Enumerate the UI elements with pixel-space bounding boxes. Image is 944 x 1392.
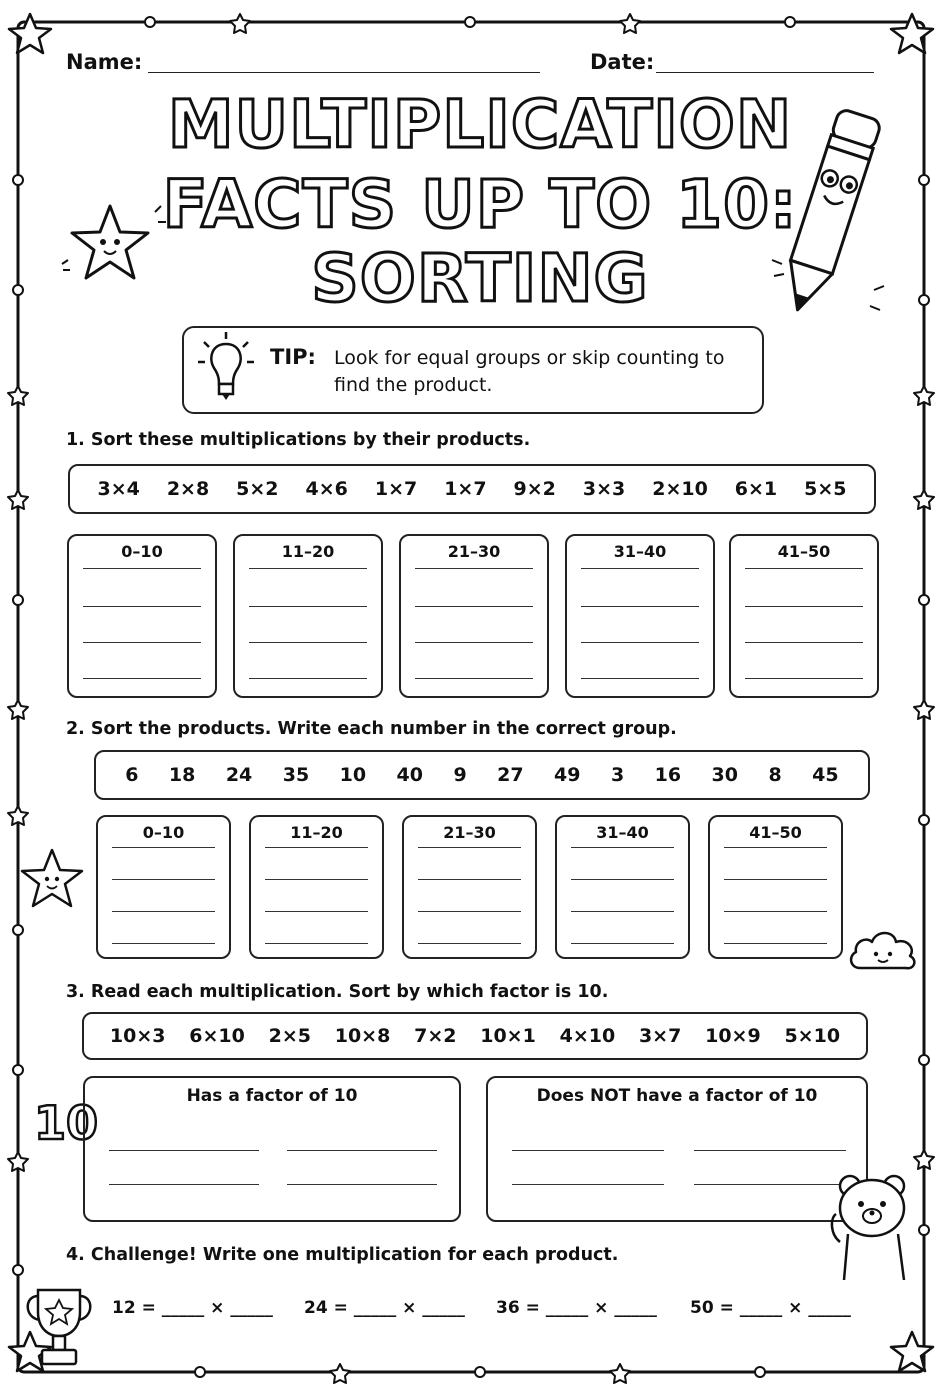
date-field[interactable] (656, 72, 874, 73)
item: 30 (711, 764, 738, 786)
bear-icon (828, 1168, 920, 1280)
item: 2×5 (268, 1025, 311, 1047)
answer-line[interactable] (249, 678, 367, 679)
sort-box-1 (67, 534, 217, 698)
item: 5×5 (804, 478, 847, 500)
item: 10×3 (109, 1025, 166, 1047)
item: 6 (125, 764, 139, 786)
section-4-instruction: 4. Challenge! Write one multiplication for each product. (66, 1245, 619, 1265)
answer-line[interactable] (265, 911, 368, 912)
sort-box-heading: 11–20 (290, 823, 343, 842)
item: 45 (812, 764, 839, 786)
section-3-instruction: 3. Read each multiplication. Sort by which factor is 10. (66, 982, 609, 1002)
item: 10 (339, 764, 367, 786)
sort-box-5 (729, 534, 879, 698)
answer-line[interactable] (581, 678, 699, 679)
sort-box-heading: 31–40 (596, 823, 649, 842)
item: 18 (168, 764, 196, 786)
sort-box-1 (96, 815, 231, 959)
sort-box-4 (565, 534, 715, 698)
answer-line[interactable] (112, 911, 215, 912)
item: 9×2 (513, 478, 556, 500)
sort-box-3 (402, 815, 537, 959)
answer-line[interactable] (418, 911, 521, 912)
item: 3×4 (97, 478, 140, 500)
item: 2×10 (652, 478, 708, 500)
cloud-icon (846, 924, 920, 976)
sort-box-2 (249, 815, 384, 959)
answer-line[interactable] (265, 943, 368, 944)
answer-line[interactable] (287, 1150, 437, 1151)
answer-line[interactable] (287, 1184, 437, 1185)
answer-line[interactable] (724, 911, 827, 912)
item: 6×1 (734, 478, 778, 500)
factor-box-has-10 (83, 1076, 461, 1222)
sort-box-5 (708, 815, 843, 959)
ten-badge: 10 (34, 1096, 99, 1150)
item: 40 (396, 764, 423, 786)
challenge-item-12[interactable]: 12 = _____ × _____ (112, 1298, 273, 1318)
trophy-icon (18, 1282, 100, 1374)
title-line-2: FACTS UP TO 10: (162, 166, 798, 243)
item: 4×6 (305, 478, 348, 500)
sort-box-heading: 0–10 (121, 542, 163, 561)
answer-line[interactable] (571, 943, 674, 944)
date-label: Date: (590, 50, 655, 74)
factor-box-heading: Does NOT have a factor of 10 (536, 1086, 818, 1106)
item: 7×2 (414, 1025, 457, 1047)
answer-line[interactable] (745, 642, 863, 643)
item: 35 (282, 764, 310, 786)
answer-line[interactable] (415, 642, 533, 643)
item: 1×7 (444, 478, 487, 500)
title-line-1: MULTIPLICATION (167, 86, 793, 163)
answer-line[interactable] (581, 606, 699, 607)
item: 49 (554, 764, 581, 786)
challenge-item-24[interactable]: 24 = _____ × _____ (304, 1298, 465, 1318)
answer-line[interactable] (512, 1150, 664, 1151)
corner-star-icon (9, 14, 51, 53)
answer-line[interactable] (112, 943, 215, 944)
sort-box-heading: 21–30 (443, 823, 496, 842)
sort-box-heading: 41–50 (749, 823, 802, 842)
answer-line[interactable] (109, 1184, 259, 1185)
item: 10×8 (334, 1025, 391, 1047)
name-field[interactable] (148, 72, 540, 73)
item: 3×3 (582, 478, 626, 500)
item: 16 (654, 764, 682, 786)
answer-line[interactable] (265, 879, 368, 880)
challenge-item-36[interactable]: 36 = _____ × _____ (496, 1298, 657, 1318)
item: 5×2 (236, 478, 279, 500)
lightbulb-icon (196, 330, 256, 406)
answer-line[interactable] (112, 879, 215, 880)
answer-line[interactable] (571, 879, 674, 880)
answer-line[interactable] (581, 642, 699, 643)
answer-line[interactable] (83, 642, 201, 643)
answer-line[interactable] (512, 1184, 664, 1185)
answer-line[interactable] (83, 678, 201, 679)
title-line-3: SORTING (311, 240, 649, 317)
answer-line[interactable] (724, 943, 827, 944)
answer-line[interactable] (109, 1150, 259, 1151)
answer-line[interactable] (418, 943, 521, 944)
factor-box-heading: Has a factor of 10 (186, 1086, 358, 1106)
item: 6×10 (189, 1025, 245, 1047)
item: 10×1 (480, 1025, 536, 1047)
item: 24 (225, 764, 253, 786)
sort-box-heading: 0–10 (142, 823, 185, 842)
name-label: Name: (66, 50, 143, 74)
item: 8 (768, 764, 782, 786)
sort-box-3 (399, 534, 549, 698)
answer-line[interactable] (249, 642, 367, 643)
sort-box-2 (233, 534, 383, 698)
item: 2×8 (166, 478, 210, 500)
corner-star-icon (891, 1332, 933, 1371)
sort-box-4 (555, 815, 690, 959)
section-1-instruction: 1. Sort these multiplications by their products. (66, 430, 531, 450)
answer-line[interactable] (745, 606, 863, 607)
answer-line[interactable] (694, 1184, 846, 1185)
item: 4×10 (559, 1025, 616, 1047)
answer-line[interactable] (415, 606, 533, 607)
tip-text: Look for equal groups or skip counting to find the product. (334, 347, 725, 396)
item: 10×9 (705, 1025, 761, 1047)
section-1-items (68, 464, 876, 514)
sort-box-heading: 21–30 (447, 542, 501, 561)
challenge-item-50[interactable]: 50 = _____ × _____ (690, 1298, 851, 1318)
answer-line[interactable] (83, 606, 201, 607)
item: 9 (453, 764, 467, 786)
factor-box-no-10 (486, 1076, 868, 1222)
item: 27 (497, 764, 524, 786)
star-icon (14, 846, 90, 918)
star-icon (60, 200, 170, 290)
answer-line[interactable] (249, 606, 367, 607)
sort-box-heading: 11–20 (281, 542, 335, 561)
answer-line[interactable] (415, 678, 533, 679)
tip-label: TIP: (270, 345, 316, 369)
section-2-instruction: 2. Sort the products. Write each number in the correct group. (66, 719, 677, 739)
answer-line[interactable] (418, 879, 521, 880)
answer-line[interactable] (724, 879, 827, 880)
answer-line[interactable] (745, 678, 863, 679)
sort-box-heading: 31–40 (613, 542, 667, 561)
item: 5×10 (784, 1025, 841, 1047)
item: 3 (610, 764, 625, 786)
answer-line[interactable] (571, 911, 674, 912)
item: 3×7 (638, 1025, 682, 1047)
section-3-items (82, 1012, 868, 1060)
answer-line[interactable] (694, 1150, 846, 1151)
section-2-items (94, 750, 870, 800)
corner-star-icon (891, 14, 933, 53)
item: 1×7 (374, 478, 418, 500)
pencil-icon (770, 100, 890, 330)
sort-box-heading: 41–50 (777, 542, 831, 561)
